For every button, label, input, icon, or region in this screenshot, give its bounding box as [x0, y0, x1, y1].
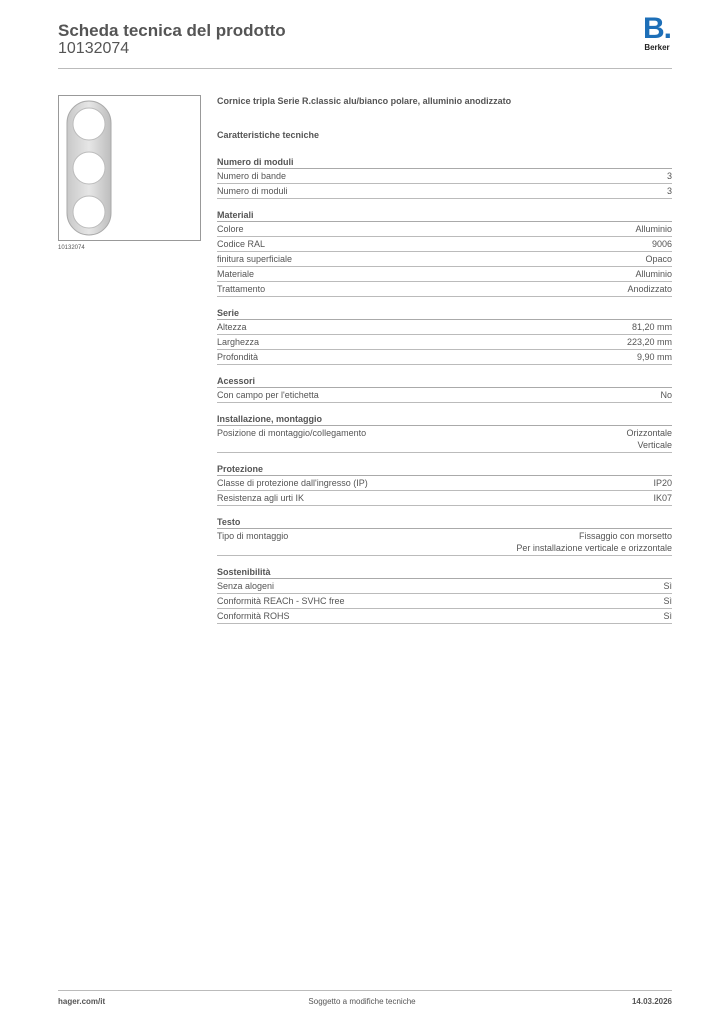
section-title: Installazione, montaggio — [217, 412, 672, 426]
spec-value: 9,90 mm — [636, 352, 672, 362]
spec-row — [217, 267, 672, 282]
spec-label: Altezza — [217, 322, 247, 332]
spec-row — [217, 252, 672, 267]
spec-label: Conformità ROHS — [217, 611, 290, 621]
product-image — [58, 95, 201, 241]
section-title: Testo — [217, 515, 672, 529]
page-title: Scheda tecnica del prodotto — [58, 21, 286, 40]
product-name: Cornice tripla Serie R.classic alu/bianco polare, alluminio anodizzato — [217, 96, 512, 106]
spec-section — [217, 208, 672, 297]
spec-label: Tipo di montaggio — [217, 531, 289, 541]
spec-value: Orizzontale Verticale — [626, 428, 672, 450]
spec-label: Codice RAL — [217, 239, 266, 249]
spec-section — [217, 374, 672, 403]
spec-value: No — [660, 390, 672, 400]
section-title: Protezione — [217, 462, 672, 476]
spec-label: Resistenza agli urti IK — [217, 493, 305, 503]
spec-section — [217, 155, 672, 199]
section-title: Sostenibilità — [217, 565, 672, 579]
berker-logo — [640, 12, 674, 52]
footer-date: 14.03.2026 — [631, 997, 672, 1006]
spec-section — [217, 306, 672, 365]
spec-row — [217, 335, 672, 350]
spec-row — [217, 426, 672, 453]
spec-label: Numero di moduli — [217, 186, 288, 196]
spec-label: finitura superficiale — [217, 254, 293, 264]
section-title: Materiali — [217, 208, 672, 222]
spec-label: Colore — [217, 224, 244, 234]
spec-value: IP20 — [653, 478, 672, 488]
spec-section — [217, 515, 672, 556]
spec-label: Conformità REACh - SVHC free — [217, 596, 345, 606]
spec-label: Larghezza — [217, 337, 260, 347]
spec-label: Profondità — [217, 352, 259, 362]
tech-title: Caratteristiche tecniche — [217, 130, 320, 140]
logo-letter: B. — [643, 12, 671, 45]
spec-label: Numero di bande — [217, 171, 287, 181]
spec-row — [217, 350, 672, 365]
spec-row — [217, 222, 672, 237]
spec-row — [217, 609, 672, 624]
image-caption: 10132074 — [58, 245, 85, 251]
section-title: Serie — [217, 306, 672, 320]
spec-row — [217, 388, 672, 403]
footer-website[interactable]: hager.com/it — [58, 997, 106, 1006]
header-divider — [58, 68, 672, 69]
spec-row — [217, 237, 672, 252]
spec-row — [217, 320, 672, 335]
spec-value: Sì — [663, 581, 672, 591]
spec-label: Senza alogeni — [217, 581, 275, 591]
spec-sheet — [217, 95, 672, 624]
spec-row — [217, 169, 672, 184]
section-title: Acessori — [217, 374, 672, 388]
product-code: 10132074 — [58, 40, 130, 57]
spec-label: Con campo per l'etichetta — [217, 390, 319, 400]
spec-section — [217, 565, 672, 624]
spec-value: 3 — [666, 171, 672, 181]
spec-row — [217, 476, 672, 491]
spec-value: 3 — [666, 186, 672, 196]
spec-section — [217, 412, 672, 453]
spec-label: Trattamento — [217, 284, 266, 294]
spec-row — [217, 529, 672, 556]
spec-value: IK07 — [653, 493, 672, 503]
spec-value: 81,20 mm — [631, 322, 672, 332]
spec-row — [217, 491, 672, 506]
spec-value: 9006 — [651, 239, 672, 249]
spec-row — [217, 579, 672, 594]
footer-note: Soggetto a modifiche tecniche — [308, 997, 416, 1006]
spec-label: Classe di protezione dall'ingresso (IP) — [217, 478, 368, 488]
spec-section — [217, 462, 672, 506]
spec-value: Anodizzato — [627, 284, 672, 294]
section-title: Numero di moduli — [217, 155, 672, 169]
spec-value: Opaco — [645, 254, 672, 264]
spec-value: Fissaggio con morsetto Per installazione verticale e orizzontale — [516, 531, 672, 553]
spec-value: Alluminio — [635, 269, 672, 279]
footer-divider — [58, 990, 672, 991]
spec-label: Posizione di montaggio/collegamento — [217, 428, 367, 438]
logo-name: Berker — [644, 43, 670, 52]
spec-value: Sì — [663, 611, 672, 621]
spec-row — [217, 594, 672, 609]
spec-value: 223,20 mm — [626, 337, 672, 347]
spec-row — [217, 282, 672, 297]
spec-row — [217, 184, 672, 199]
spec-value: Alluminio — [635, 224, 672, 234]
spec-value: Sì — [663, 596, 672, 606]
spec-label: Materiale — [217, 269, 255, 279]
